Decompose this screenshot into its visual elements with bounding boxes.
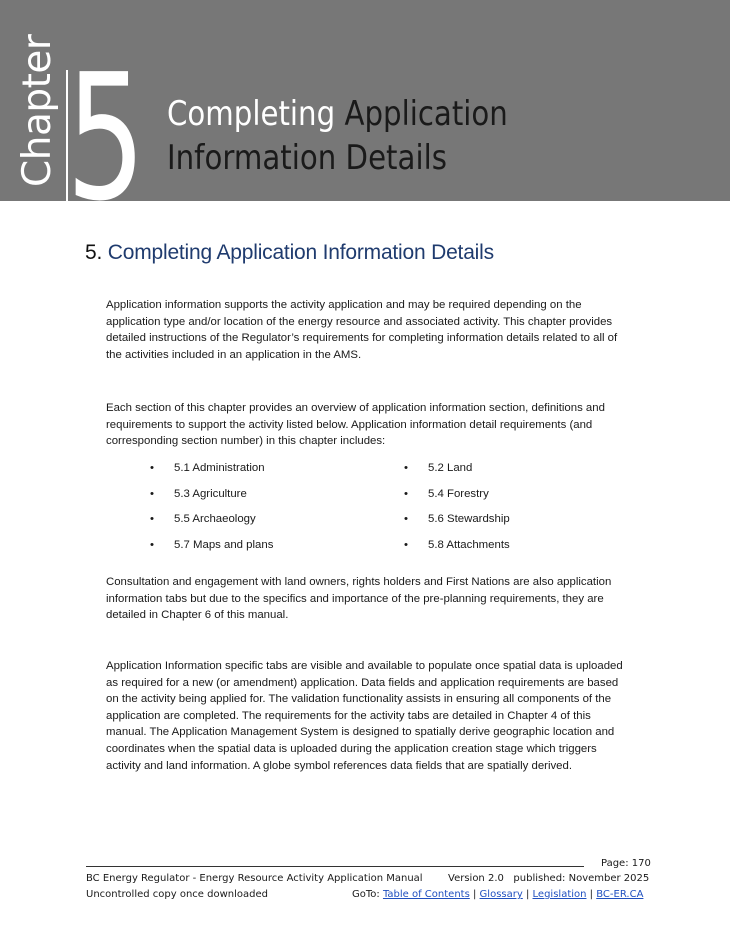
- chapter-title-line2: Information Details: [167, 138, 447, 178]
- page-number: Page: 170: [601, 858, 651, 869]
- list-item: • 5.5 Archaeology: [150, 513, 256, 525]
- chapter-banner: [0, 0, 730, 240]
- list-item: • 5.3 Agriculture: [150, 488, 247, 500]
- paragraph-intro: Application information supports the activity application and may be required depending on the application type and/or location of the energy resource and associated activity. This chapter provides detailed instructions of the Regulator’s requirements for completing information details related to all of the activities included in an application in the AMS.: [106, 299, 618, 361]
- footer-manual-title: BC Energy Regulator - Energy Resource Activity Application Manual: [86, 873, 423, 884]
- list-item: • 5.4 Forestry: [404, 488, 489, 500]
- goto-label: GoTo:: [352, 889, 380, 900]
- section-number: 5.: [85, 241, 103, 264]
- chapter-title-word-dark: Application: [344, 94, 508, 134]
- link-table-of-contents[interactable]: Table of Contents: [382, 889, 470, 900]
- paragraph-overview: Each section of this chapter provides an overview of application information section, definitions and requirements to support the activity listed below. Application information detail requirements (and corresponding section number) in this chapter includes:: [106, 402, 605, 448]
- footer-goto-links: GoTo: Table of Contents | Glossary | Legislation | BC-ER.CA: [352, 889, 644, 900]
- paragraph-spatial: Application Information specific tabs are visible and available to populate once spatial data is uploaded as required for a new (or amendment) application. Data fields and application requirements are based on the activity being applied for. The validation functionality assists in ensuring all components of the application are completed. The requirements for the activity tabs are detailed in Chapter 4 of this manual. The Application Management System is designed to spatially derive geographic location and coordinates when the spatial data is uploaded during the application creation stage which triggers activity and land information. A globe symbol references data fields that are spatially derived.: [106, 660, 623, 772]
- paragraph-consultation: Consultation and engagement with land owners, rights holders and First Nations are also application information tabs but due to the specifics and importance of the pre-planning requirements, they are detailed in Chapter 6 of this manual.: [106, 576, 612, 622]
- section-heading: [85, 241, 494, 265]
- list-item: • 5.7 Maps and plans: [150, 539, 274, 551]
- link-bc-er[interactable]: BC-ER.CA: [596, 889, 644, 900]
- chapter-label: Chapter: [15, 34, 60, 187]
- section-title: Completing Application Information Details: [107, 241, 494, 264]
- link-glossary[interactable]: Glossary: [479, 889, 523, 900]
- footer-divider: [86, 866, 584, 867]
- list-item: • 5.8 Attachments: [404, 539, 510, 551]
- chapter-title-word-white: Completing: [167, 94, 336, 134]
- list-item: • 5.6 Stewardship: [404, 513, 510, 525]
- list-item: • 5.2 Land: [404, 462, 473, 474]
- list-item: • 5.1 Administration: [150, 462, 265, 474]
- chapter-title: [167, 92, 508, 180]
- chapter-number: 5: [66, 37, 146, 240]
- footer-uncontrolled: Uncontrolled copy once downloaded: [86, 889, 268, 900]
- footer-version: Version 2.0 published: November 2025: [448, 873, 650, 884]
- link-legislation[interactable]: Legislation: [532, 889, 587, 900]
